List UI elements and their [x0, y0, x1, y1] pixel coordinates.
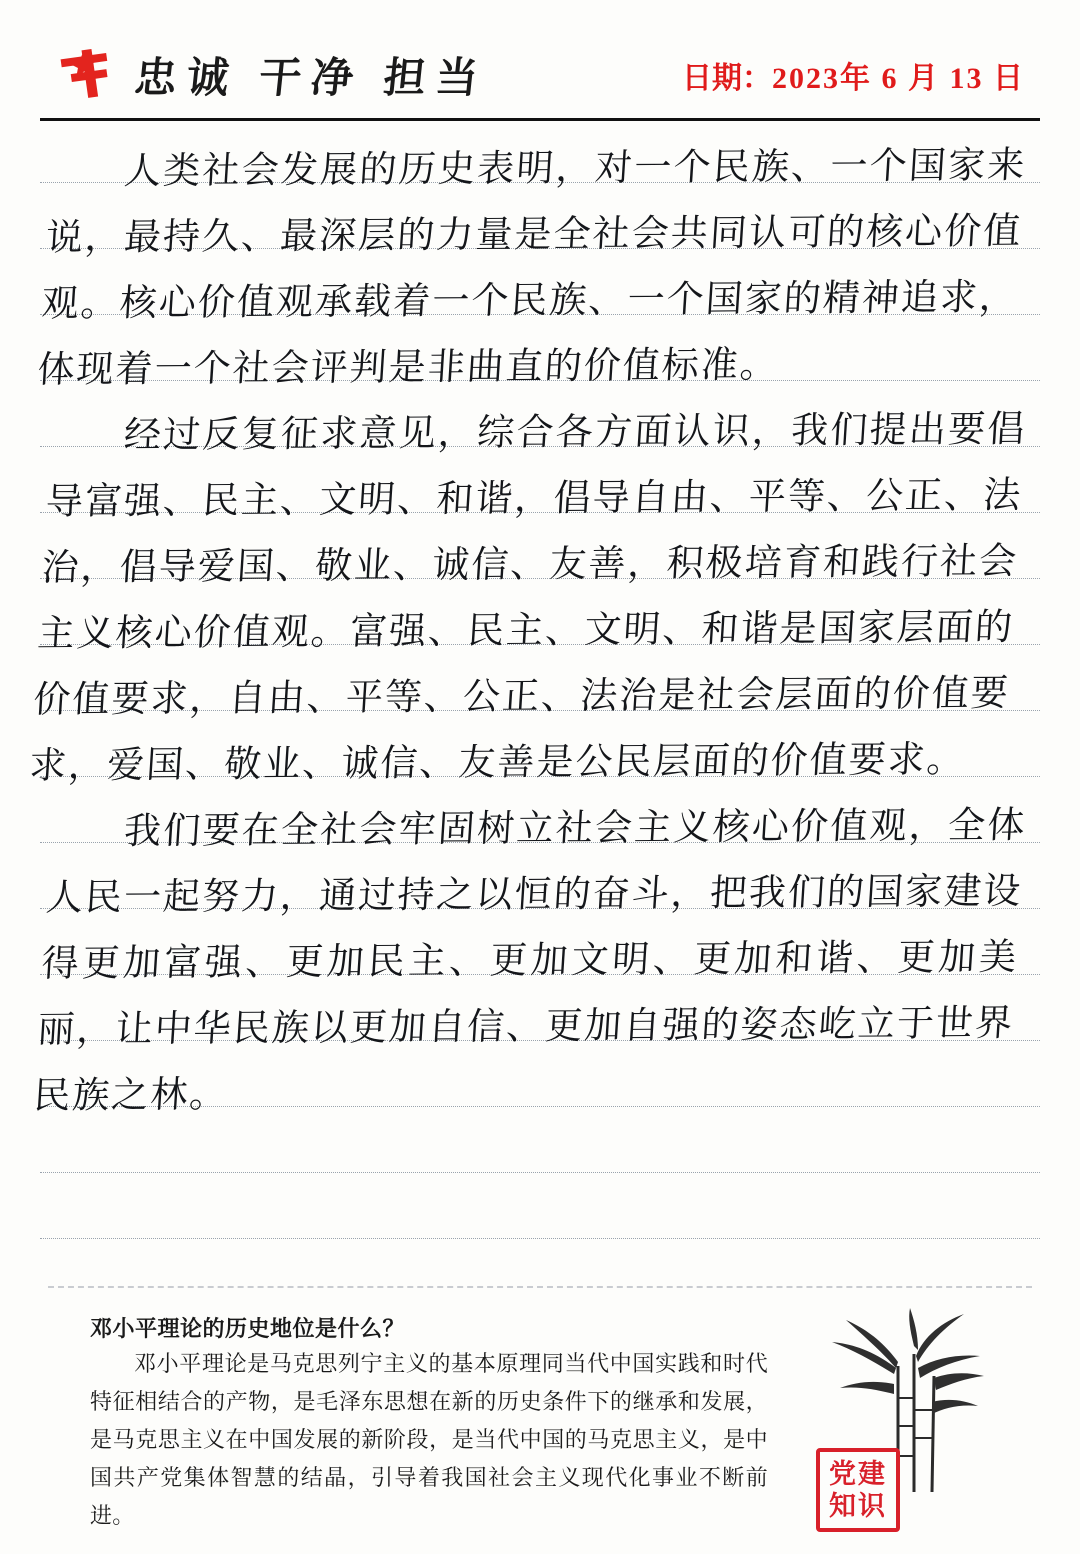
seal-line-1: 党建	[829, 1459, 887, 1489]
footer-question: 邓小平理论的历史地位是什么？	[90, 1316, 406, 1341]
body-paragraph-2: 经过反复征求意见，综合各方面认识，我们提出要倡导富强、民主、文明、和谐，倡导自由、平等、公正、法治，倡导爱国、敬业、诚信、友善，积极培育和践行社会主义核心价值观。富强、民主、文明、和谐是国家层面的价值要求，自由、平等、公正、法治是社会层面的价值要求，爱国、敬业、诚信、友善是公民层面的价值要求。	[27, 409, 1028, 787]
footer-divider	[48, 1286, 1032, 1288]
date-label: 日期：	[682, 62, 772, 95]
header-divider	[40, 118, 1040, 121]
page-title: 忠诚 干净 担当	[132, 56, 491, 102]
party-emblem-icon	[55, 46, 117, 104]
footer-artwork	[768, 1306, 1032, 1530]
date-field	[682, 53, 1025, 97]
seal-stamp	[816, 1448, 900, 1532]
knowledge-footer	[48, 1306, 1032, 1530]
body-paragraph-3: 我们要在全社会牢固树立社会主义核心价值观，全体人民一起努力，通过持之以恒的奋斗，把我们的国家建设得更加富强、更加民主、更加文明、更加和谐、更加美丽，让中华民族以更加自信、更加自强的姿态屹立于世界民族之林。	[32, 805, 1028, 1117]
date-value: 2023年 6 月 13 日	[772, 62, 1025, 95]
handwritten-body	[27, 126, 1040, 1266]
page-header	[55, 40, 1025, 110]
footer-answer: 邓小平理论是马克思列宁主义的基本原理同当代中国实践和时代特征相结合的产物，是毛泽东思想在新的历史条件下的继承和发展，是马克思主义在中国发展的新阶段，是当代中国的马克思主义，是中国共产党集体智慧的结晶，引导着我国社会主义现代化事业不断前进。	[90, 1351, 768, 1528]
footer-text-block	[48, 1306, 768, 1530]
body-paragraph-1: 人类社会发展的历史表明，对一个民族、一个国家来说，最持久、最深层的力量是全社会共同认可的核心价值观。核心价值观承载着一个民族、一个国家的精神追求，体现着一个社会评判是非曲直的价值标准。	[36, 145, 1028, 391]
seal-line-2: 知识	[829, 1491, 887, 1521]
ruled-sheet	[27, 126, 1040, 1266]
